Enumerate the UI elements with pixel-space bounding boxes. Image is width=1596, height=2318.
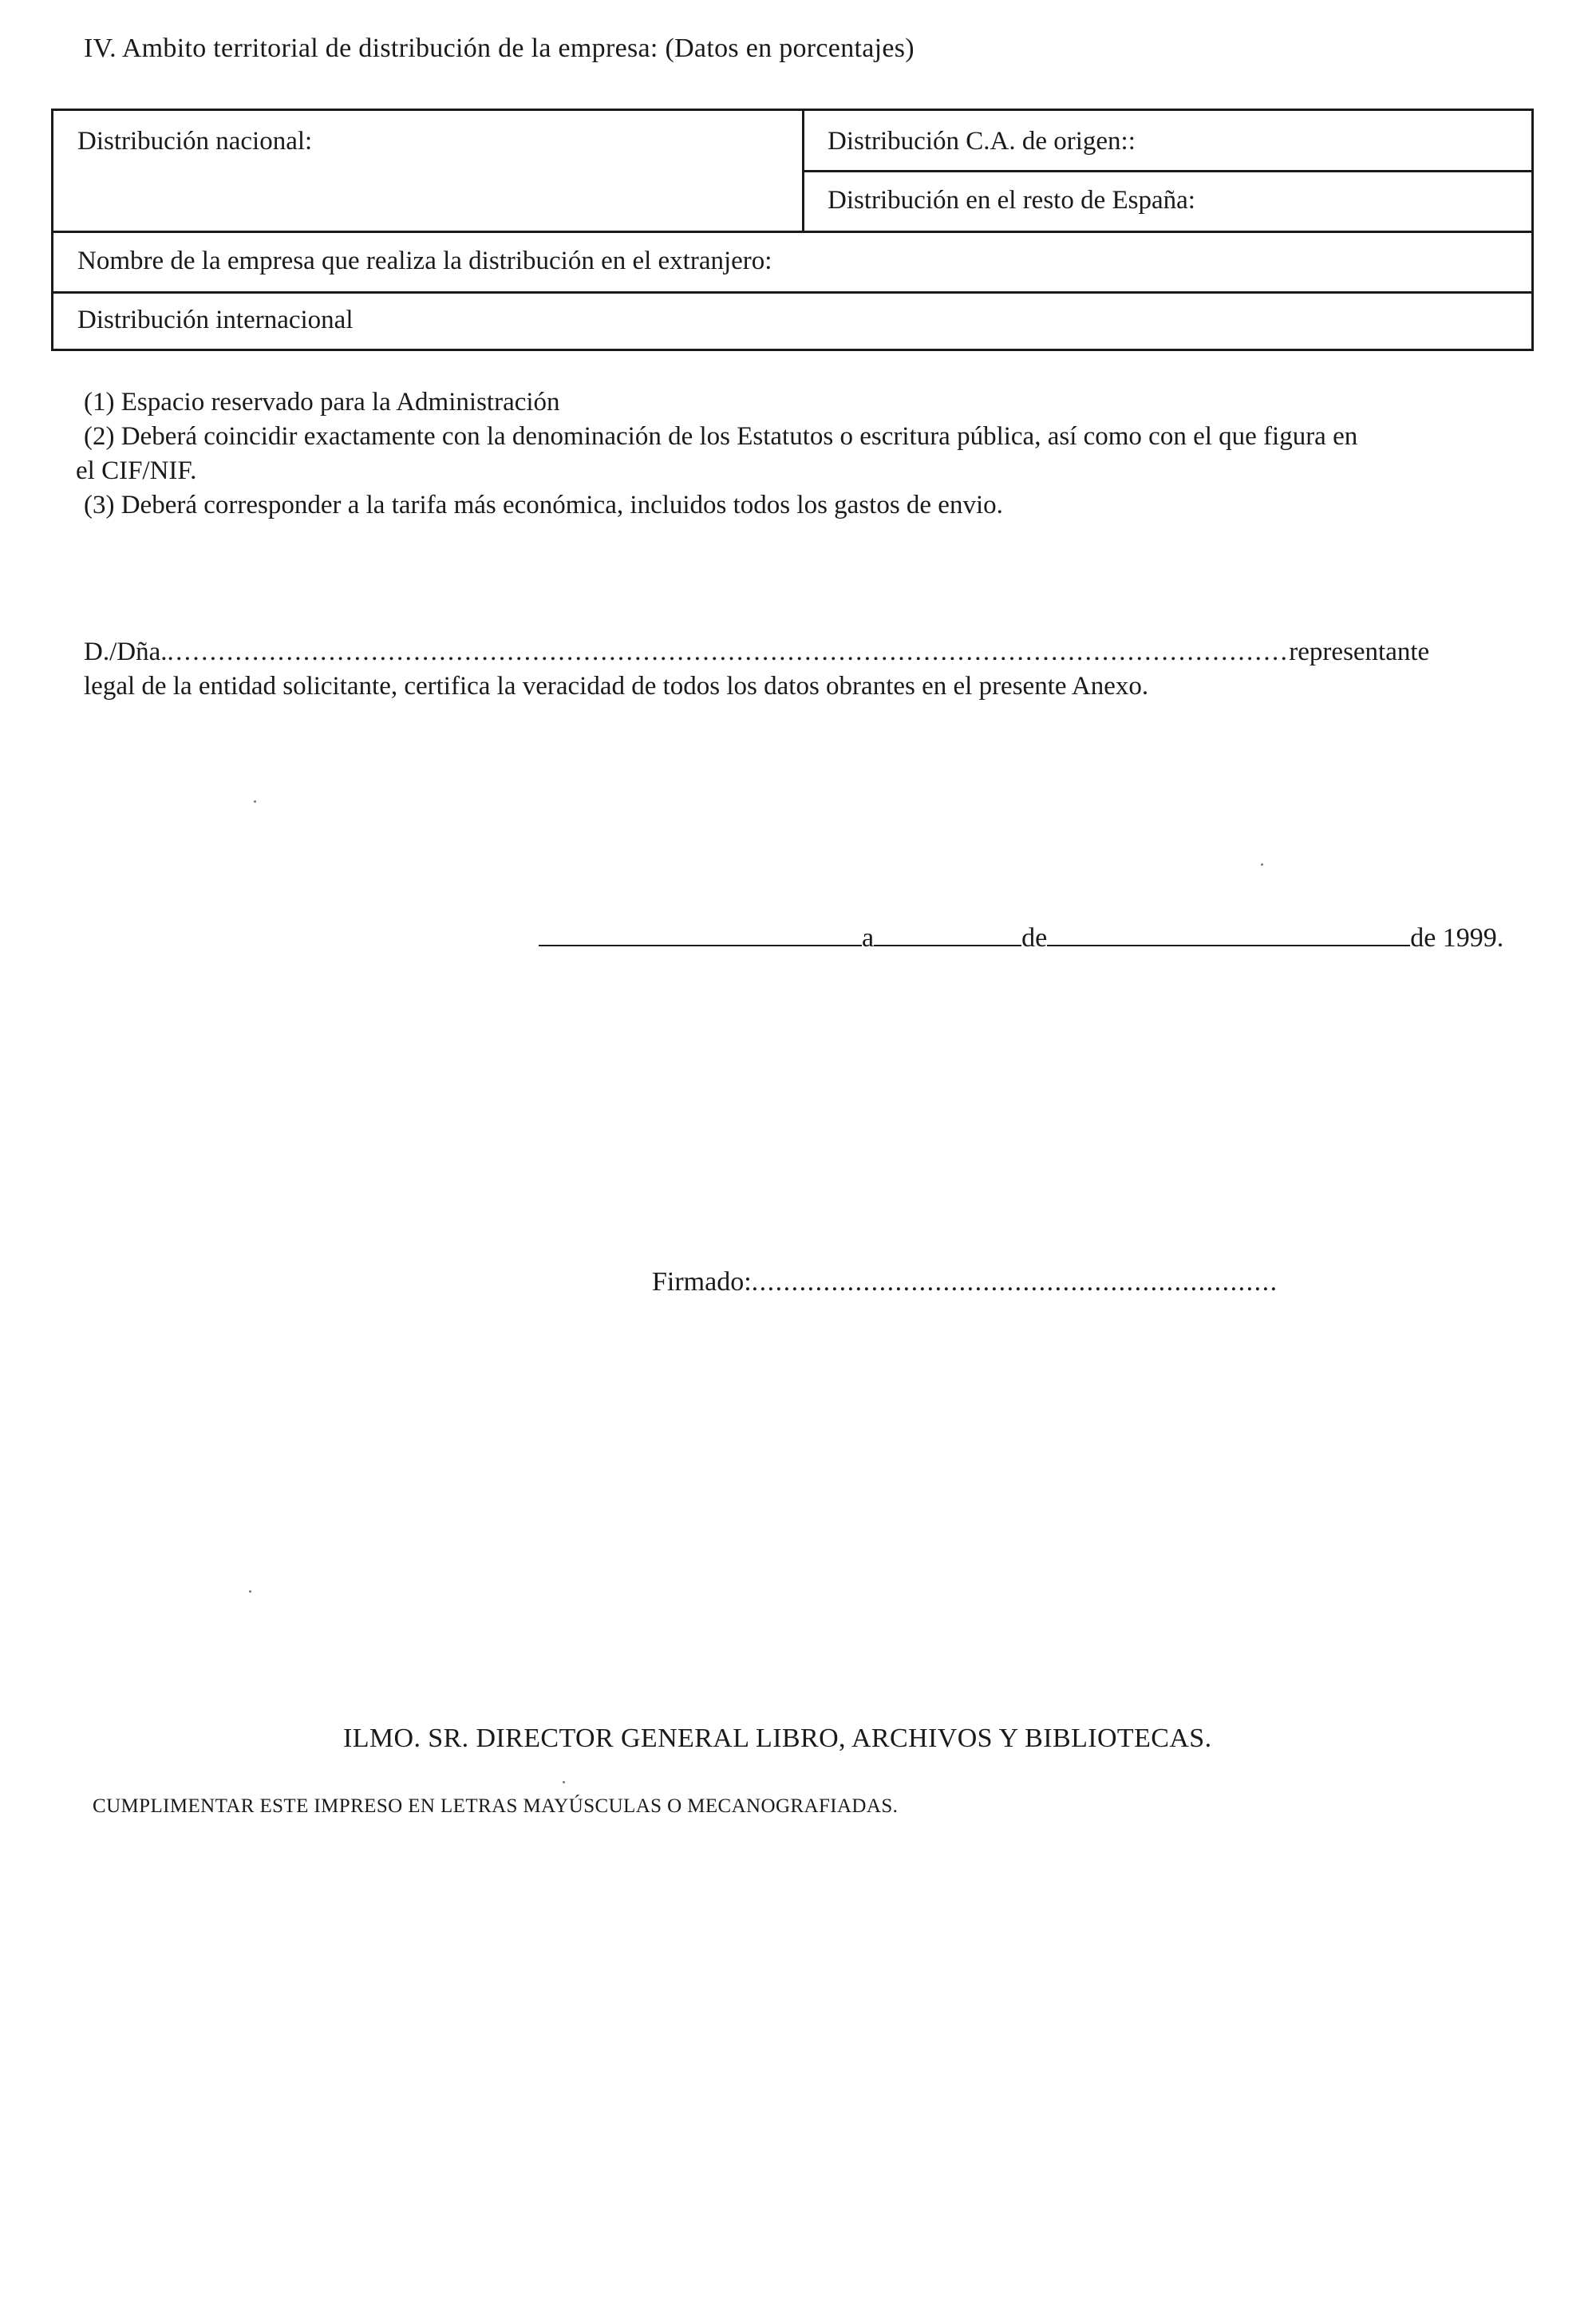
date-de-label: de [1021,923,1048,953]
scan-speck [1261,863,1263,866]
national-distribution-label: Distribución nacional: [77,127,313,156]
addressee: ILMO. SR. DIRECTOR GENERAL LIBRO, ARCHIVOS Y BIBLIOTECAS. [343,1724,1212,1753]
month-blank [1047,919,1410,946]
date-line [539,919,1536,959]
certification [84,635,1520,704]
international-distribution-label: Distribución internacional [77,306,354,334]
signature-label: Firmado: [652,1267,752,1297]
scan-speck [249,1590,251,1593]
table-row-line [53,231,1534,233]
day-blank [874,919,1021,946]
footnotes [76,385,1520,523]
signature-line [652,1267,1278,1297]
date-year-label: de 1999. [1410,923,1504,953]
distribution-table [51,109,1534,351]
place-blank [539,919,862,946]
footnote-2-line-1: (2) Deberá coincidir exactamente con la denominación de los Estatutos o escritura pública, así como con el que figura en [84,422,1358,451]
ca-origin-distribution-label: Distribución C.A. de origen:: [828,127,1136,156]
fill-instruction: CUMPLIMENTAR ESTE IMPRESO EN LETRAS MAYÚSCULAS O MECANOGRAFIADAS. [93,1795,899,1817]
certification-dots: .................................................................................................................................... [167,638,1290,666]
table-row-line [53,291,1534,294]
rest-spain-distribution-label: Distribución en el resto de España: [828,186,1195,215]
certification-suffix: representante [1289,638,1430,666]
section-title: IV. Ambito territorial de distribución de la empresa: (Datos en porcentajes) [84,34,915,63]
signature-dots: .................................................................. [751,1267,1278,1297]
scan-speck [563,1781,565,1783]
date-a-label: a [862,923,875,953]
footnote-1: (1) Espacio reservado para la Administración [84,388,560,417]
certification-line-2: legal de la entidad solicitante, certifica la veracidad de todos los datos obrantes en el presente Anexo. [84,672,1149,701]
scan-speck [254,800,256,803]
certification-prefix: D./Dña. [84,638,168,666]
foreign-distribution-company-label: Nombre de la empresa que realiza la distribución en el extranjero: [77,247,772,275]
certification-line-1 [84,635,1520,669]
footnote-2-line-2: el CIF/NIF. [76,456,197,485]
table-right-split-line [802,170,1534,172]
footnote-3: (3) Deberá corresponder a la tarifa más económica, incluidos todos los gastos de envio. [84,491,1003,519]
